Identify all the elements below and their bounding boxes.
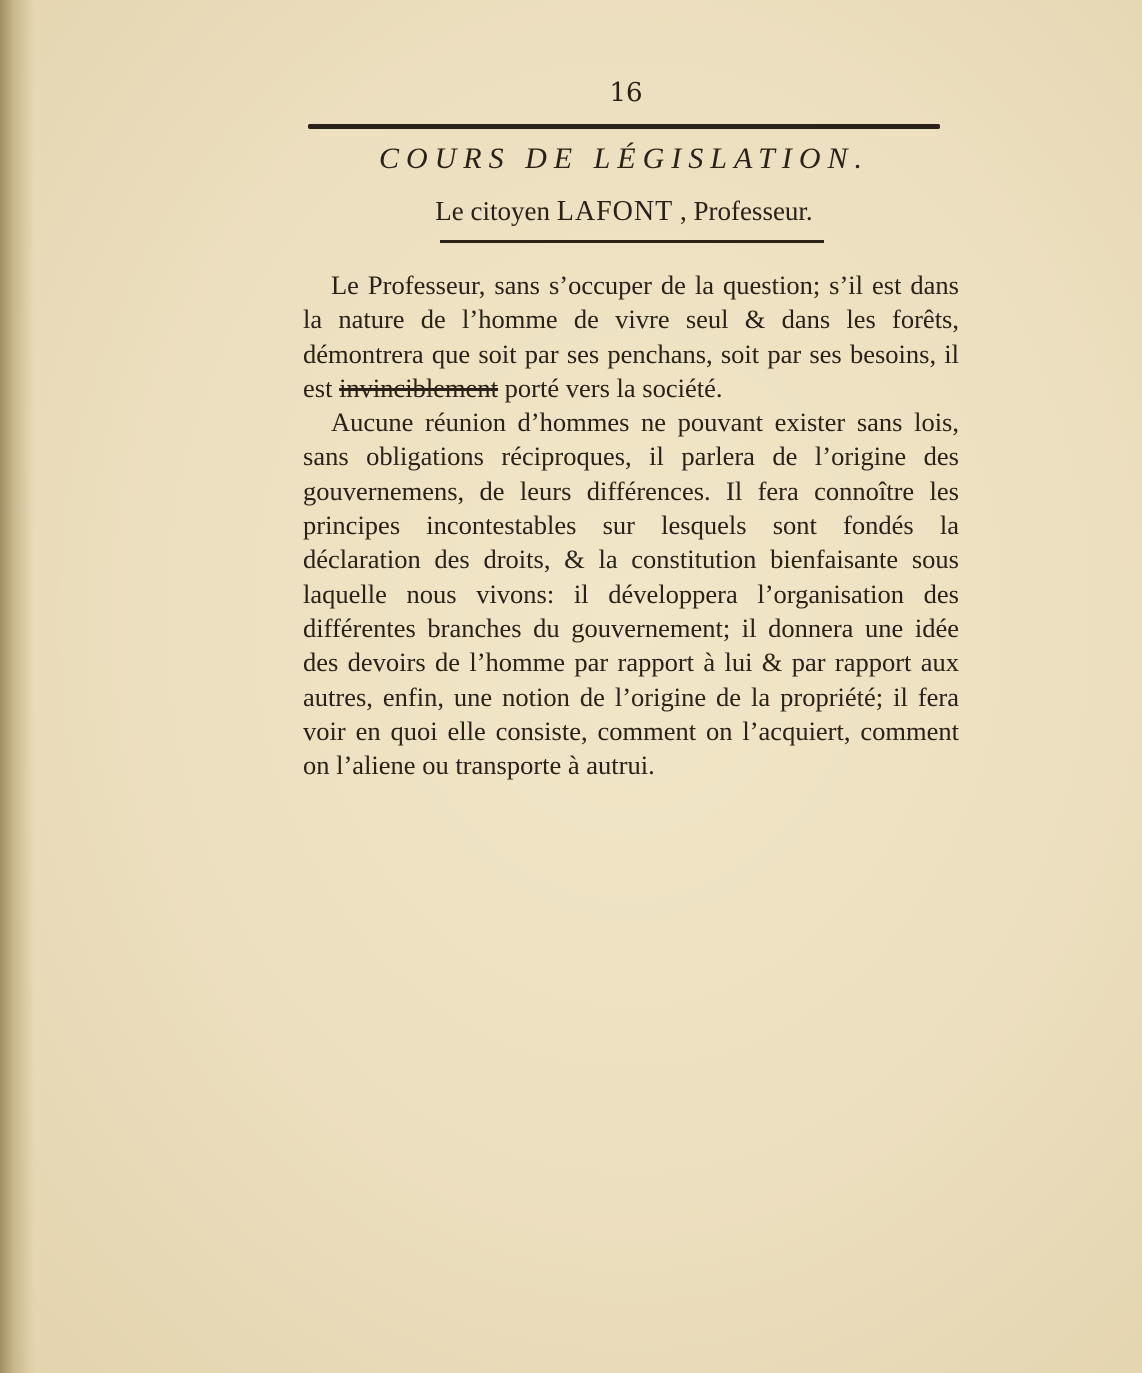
binding-edge — [0, 0, 34, 1373]
page-number: 16 — [609, 78, 643, 108]
body-text — [303, 268, 959, 782]
paragraph-1 — [303, 268, 959, 405]
professor-name: LAFONT — [556, 196, 674, 227]
header-rule — [308, 124, 940, 129]
professor-prefix: Le citoyen — [435, 196, 550, 226]
paragraph-1-text: Le Professeur, sans s’occuper de la question; s’il est dans la nature de l’homme de vivre seul & dans les forêts, démontrera que soit par ses penchans, soit par ses besoins, il est — [303, 270, 959, 403]
paragraph-1-end: porté vers la société. — [504, 372, 723, 403]
professor-suffix: , Professeur. — [679, 196, 813, 226]
professor-line — [308, 196, 940, 228]
course-title: COURS DE LÉGISLATION. — [378, 142, 870, 175]
title-underline — [440, 240, 824, 243]
paragraph-2: Aucune réunion d’hommes ne pouvant exister sans lois, sans obligations réciproques, il parlera de l’origine des gouvernemens, de leurs différences. Il fera connoître les principes incontestables sur lesquels sont fondés la déclaration des droits, & la constitution bienfaisante sous laquelle nous vivons: il développera l’organisation des différentes branches du gouvernement; il donnera une idée des devoirs de l’homme par rapport à lui & par rapport aux autres, enfin, une notion de l’origine de la propriété; il fera voir en quoi elle consiste, comment on l’acquiert, comment on l’aliene ou transporte à autrui. — [303, 407, 959, 781]
struck-word: invinciblement — [339, 372, 499, 403]
